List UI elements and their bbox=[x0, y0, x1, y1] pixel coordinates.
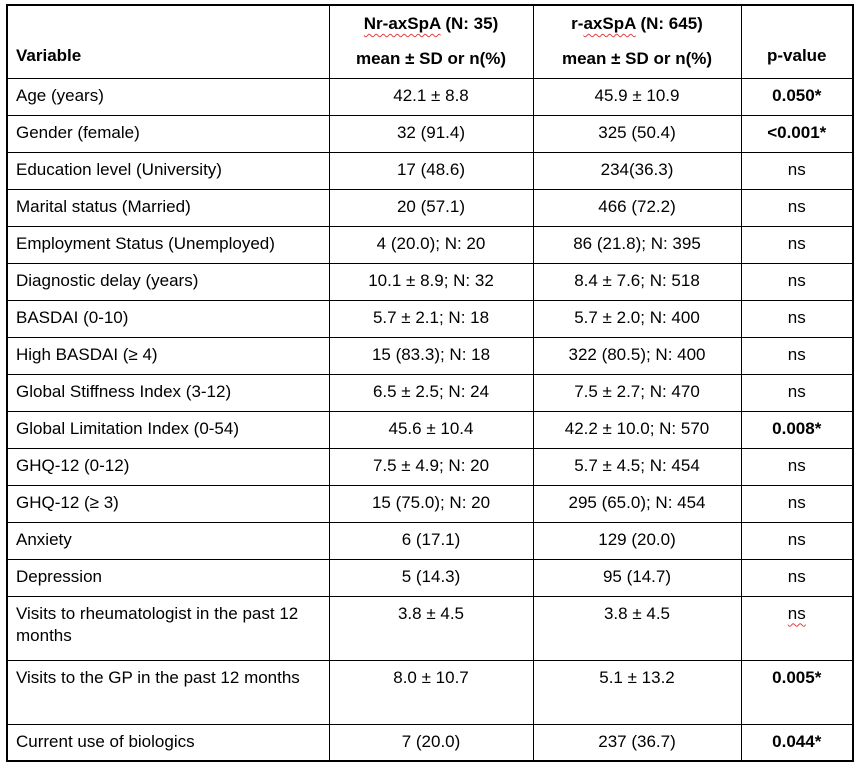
p-value-cell: ns bbox=[741, 522, 853, 559]
nr-axspa-value-cell: 45.6 ± 10.4 bbox=[329, 411, 533, 448]
r-axspa-value-cell: 7.5 ± 2.7; N: 470 bbox=[533, 374, 741, 411]
variable-cell: Visits to the GP in the past 12 months bbox=[7, 660, 329, 724]
table-row bbox=[7, 559, 853, 596]
r-axspa-value-cell: 95 (14.7) bbox=[533, 559, 741, 596]
variable-cell: Global Stiffness Index (3-12) bbox=[7, 374, 329, 411]
table-row bbox=[7, 226, 853, 263]
p-value-cell: ns bbox=[741, 152, 853, 189]
misspelled-text: Nr-axSpA bbox=[363, 14, 441, 33]
p-value-cell bbox=[741, 596, 853, 660]
table-row bbox=[7, 78, 853, 115]
variable-cell: Current use of biologics bbox=[7, 724, 329, 761]
r-axspa-value-cell: 237 (36.7) bbox=[533, 724, 741, 761]
table-row bbox=[7, 337, 853, 374]
misspelled-text: ns bbox=[787, 603, 806, 623]
misspelled-text: axSpA bbox=[583, 14, 636, 33]
r-axspa-value-cell: 322 (80.5); N: 400 bbox=[533, 337, 741, 374]
nr-axspa-value-cell: 7.5 ± 4.9; N: 20 bbox=[329, 448, 533, 485]
group-name-prefix: r- bbox=[571, 14, 584, 33]
p-value-cell: ns bbox=[741, 448, 853, 485]
column-header-pvalue: p-value bbox=[741, 5, 853, 78]
nr-axspa-value-cell: 5 (14.3) bbox=[329, 559, 533, 596]
p-value-cell: ns bbox=[741, 559, 853, 596]
table-row bbox=[7, 485, 853, 522]
p-value-cell: ns bbox=[741, 337, 853, 374]
variable-cell: Global Limitation Index (0-54) bbox=[7, 411, 329, 448]
nr-axspa-value-cell: 7 (20.0) bbox=[329, 724, 533, 761]
table-row bbox=[7, 189, 853, 226]
nr-axspa-value-cell: 20 (57.1) bbox=[329, 189, 533, 226]
nr-axspa-value-cell: 8.0 ± 10.7 bbox=[329, 660, 533, 724]
r-axspa-value-cell: 234(36.3) bbox=[533, 152, 741, 189]
variable-cell: Anxiety bbox=[7, 522, 329, 559]
variable-cell: Employment Status (Unemployed) bbox=[7, 226, 329, 263]
variable-cell: High BASDAI (≥ 4) bbox=[7, 337, 329, 374]
variable-cell: Marital status (Married) bbox=[7, 189, 329, 226]
nr-axspa-value-cell: 32 (91.4) bbox=[329, 115, 533, 152]
p-value-cell: ns bbox=[741, 374, 853, 411]
variable-cell: Gender (female) bbox=[7, 115, 329, 152]
group-subheader: mean ± SD or n(%) bbox=[355, 49, 507, 69]
nr-axspa-value-cell: 42.1 ± 8.8 bbox=[329, 78, 533, 115]
group-n-count: (N: 35) bbox=[440, 14, 499, 33]
p-value-cell: 0.044* bbox=[741, 724, 853, 761]
p-value-cell: ns bbox=[741, 485, 853, 522]
variable-cell: GHQ-12 (≥ 3) bbox=[7, 485, 329, 522]
variable-cell: Education level (University) bbox=[7, 152, 329, 189]
table-row bbox=[7, 411, 853, 448]
variable-cell: Diagnostic delay (years) bbox=[7, 263, 329, 300]
column-header-variable: Variable bbox=[7, 5, 329, 78]
r-axspa-value-cell: 466 (72.2) bbox=[533, 189, 741, 226]
table-row bbox=[7, 374, 853, 411]
nr-axspa-value-cell: 15 (83.3); N: 18 bbox=[329, 337, 533, 374]
nr-axspa-value-cell: 10.1 ± 8.9; N: 32 bbox=[329, 263, 533, 300]
nr-axspa-value-cell: 6 (17.1) bbox=[329, 522, 533, 559]
group-title-nr-axspa bbox=[331, 13, 532, 35]
nr-axspa-value-cell: 3.8 ± 4.5 bbox=[329, 596, 533, 660]
table-row bbox=[7, 263, 853, 300]
r-axspa-value-cell: 86 (21.8); N: 395 bbox=[533, 226, 741, 263]
p-value-cell: ns bbox=[741, 226, 853, 263]
r-axspa-value-cell: 5.7 ± 2.0; N: 400 bbox=[533, 300, 741, 337]
r-axspa-value-cell: 325 (50.4) bbox=[533, 115, 741, 152]
variable-cell: Visits to rheumatologist in the past 12 months bbox=[7, 596, 329, 660]
table-row bbox=[7, 522, 853, 559]
group-subheader: mean ± SD or n(%) bbox=[561, 49, 713, 69]
r-axspa-value-cell: 129 (20.0) bbox=[533, 522, 741, 559]
nr-axspa-value-cell: 4 (20.0); N: 20 bbox=[329, 226, 533, 263]
baseline-characteristics-table bbox=[6, 4, 854, 762]
p-value-cell: 0.005* bbox=[741, 660, 853, 724]
r-axspa-value-cell: 295 (65.0); N: 454 bbox=[533, 485, 741, 522]
p-value-cell: ns bbox=[741, 300, 853, 337]
r-axspa-value-cell: 42.2 ± 10.0; N: 570 bbox=[533, 411, 741, 448]
nr-axspa-value-cell: 6.5 ± 2.5; N: 24 bbox=[329, 374, 533, 411]
variable-cell: Depression bbox=[7, 559, 329, 596]
variable-cell: GHQ-12 (0-12) bbox=[7, 448, 329, 485]
header-row bbox=[7, 5, 853, 78]
r-axspa-value-cell: 45.9 ± 10.9 bbox=[533, 78, 741, 115]
column-header-nr-axspa bbox=[329, 5, 533, 78]
p-value-cell: ns bbox=[741, 189, 853, 226]
table-row bbox=[7, 152, 853, 189]
table-row bbox=[7, 724, 853, 761]
p-value-cell: 0.050* bbox=[741, 78, 853, 115]
p-value-cell: <0.001* bbox=[741, 115, 853, 152]
r-axspa-value-cell: 5.1 ± 13.2 bbox=[533, 660, 741, 724]
group-n-count: (N: 645) bbox=[635, 14, 703, 33]
variable-cell: BASDAI (0-10) bbox=[7, 300, 329, 337]
nr-axspa-value-cell: 5.7 ± 2.1; N: 18 bbox=[329, 300, 533, 337]
table-row bbox=[7, 115, 853, 152]
table-row bbox=[7, 300, 853, 337]
variable-cell: Age (years) bbox=[7, 78, 329, 115]
p-value-cell: ns bbox=[741, 263, 853, 300]
nr-axspa-value-cell: 15 (75.0); N: 20 bbox=[329, 485, 533, 522]
r-axspa-value-cell: 8.4 ± 7.6; N: 518 bbox=[533, 263, 741, 300]
r-axspa-value-cell: 5.7 ± 4.5; N: 454 bbox=[533, 448, 741, 485]
nr-axspa-value-cell: 17 (48.6) bbox=[329, 152, 533, 189]
table-row bbox=[7, 596, 853, 660]
table-body bbox=[7, 78, 853, 761]
p-value-cell: 0.008* bbox=[741, 411, 853, 448]
table-row bbox=[7, 448, 853, 485]
r-axspa-value-cell: 3.8 ± 4.5 bbox=[533, 596, 741, 660]
column-header-r-axspa bbox=[533, 5, 741, 78]
group-title-r-axspa bbox=[535, 13, 740, 35]
table-row bbox=[7, 660, 853, 724]
